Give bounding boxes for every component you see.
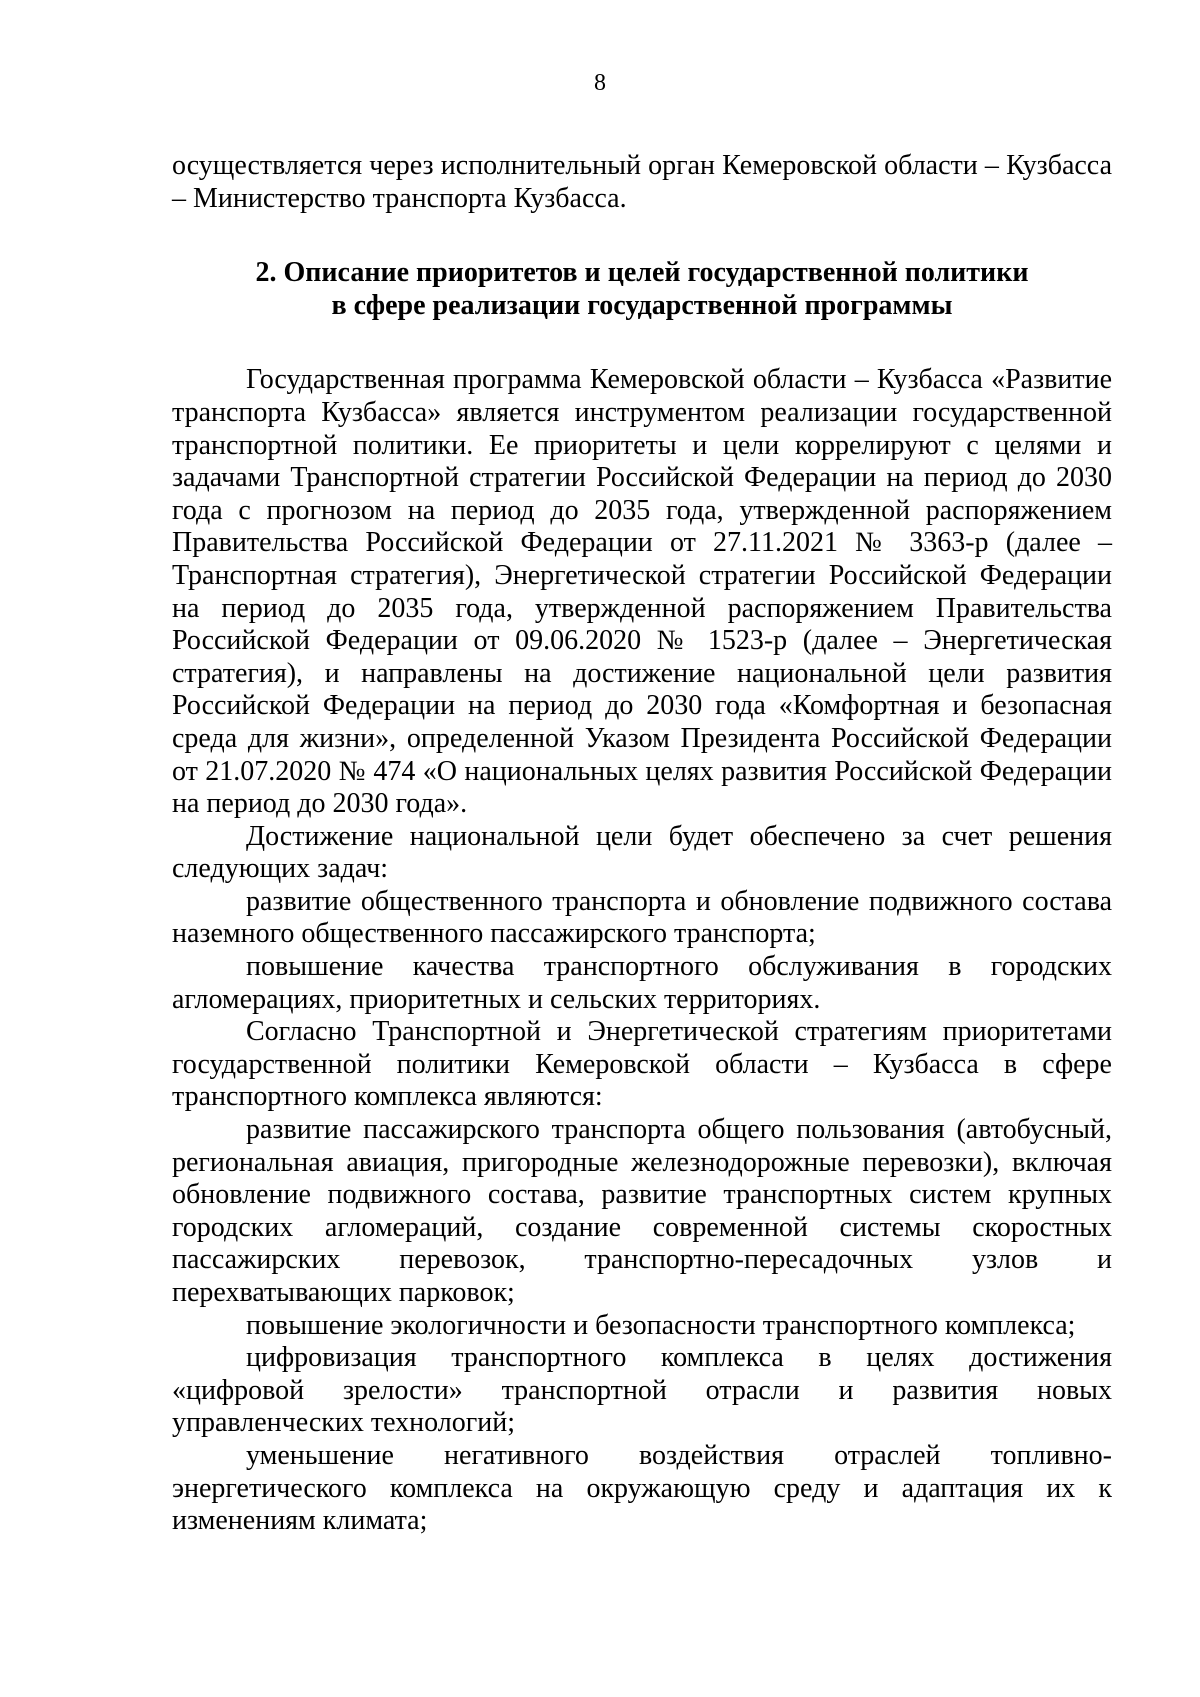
- paragraph-priority-fuel-energy: уменьшение негативного воздействия отраслей топливно-энергетического комплекса на окружающую среду и адаптация их к изменениям климата;: [172, 1439, 1112, 1537]
- paragraph-program-description: Государственная программа Кемеровской области – Кузбасса «Развитие транспорта Кузбасса» является инструментом реализации государственной транспортной политики. Ее приоритеты и цели коррелируют с целями и задачами Транспортной стратегии Российской Федерации на период до 2030 года с прогнозом на период до 2035 года, утвержденной распоряжением Правительства Российской Федерации от 27.11.2021 № 3363-р (далее – Транспортная стратегия), Энергетической стратегии Российской Федерации на период до 2035 года, утвержденной распоряжением Правительства Российской Федерации от 09.06.2020 № 1523-р (далее – Энергетическая стратегия), и направлены на достижение национальной цели развития Российской Федерации на период до 2030 года «Комфортная и безопасная среда для жизни», определенной Указом Президента Российской Федерации от 21.07.2020 № 474 «О национальных целях развития Российской Федерации на период до 2030 года».: [172, 364, 1112, 820]
- document-body: [172, 150, 1112, 1538]
- paragraph-priority-digitalization: цифровизация транспортного комплекса в целях достижения «цифровой зрелости» транспортной отрасли и развития новых управленческих технологий;: [172, 1342, 1112, 1439]
- section-heading-line-1: 2. Описание приоритетов и целей государственной политики: [255, 257, 1029, 289]
- paragraph-tasks-intro: Достижение национальной цели будет обеспечено за счет решения следующих задач:: [172, 820, 1112, 885]
- intro-paragraph: осуществляется через исполнительный орган Кемеровской области – Кузбасса – Министерство транспорта Кузбасса.: [172, 150, 1112, 214]
- paragraph-task-public-transport: развитие общественного транспорта и обновление подвижного состава наземного общественного пассажирского транспорта;: [172, 885, 1112, 950]
- paragraph-task-service-quality: повышение качества транспортного обслуживания в городских агломерациях, приоритетных и сельских территориях.: [172, 951, 1112, 1015]
- section-heading-line-2: в сфере реализации государственной программы: [331, 289, 953, 321]
- page-number: 8: [594, 70, 606, 96]
- paragraph-priority-passenger-transport: развитие пассажирского транспорта общего пользования (автобусный, региональная авиация, пригородные железнодорожные перевозки), включая обновление подвижного состава, развитие транспортных систем крупных городских агломераций, создание современной системы скоростных пассажирских перевозок, транспортно-пересадочных узлов и перехватывающих парковок;: [172, 1114, 1112, 1308]
- section-heading: [172, 257, 1112, 322]
- paragraph-priorities-intro: Согласно Транспортной и Энергетической стратегиям приоритетами государственной политики Кемеровской области – Кузбасса в сфере транспортного комплекса являются:: [172, 1016, 1112, 1113]
- paragraph-priority-ecology-safety: повышение экологичности и безопасности транспортного комплекса;: [246, 1309, 1076, 1341]
